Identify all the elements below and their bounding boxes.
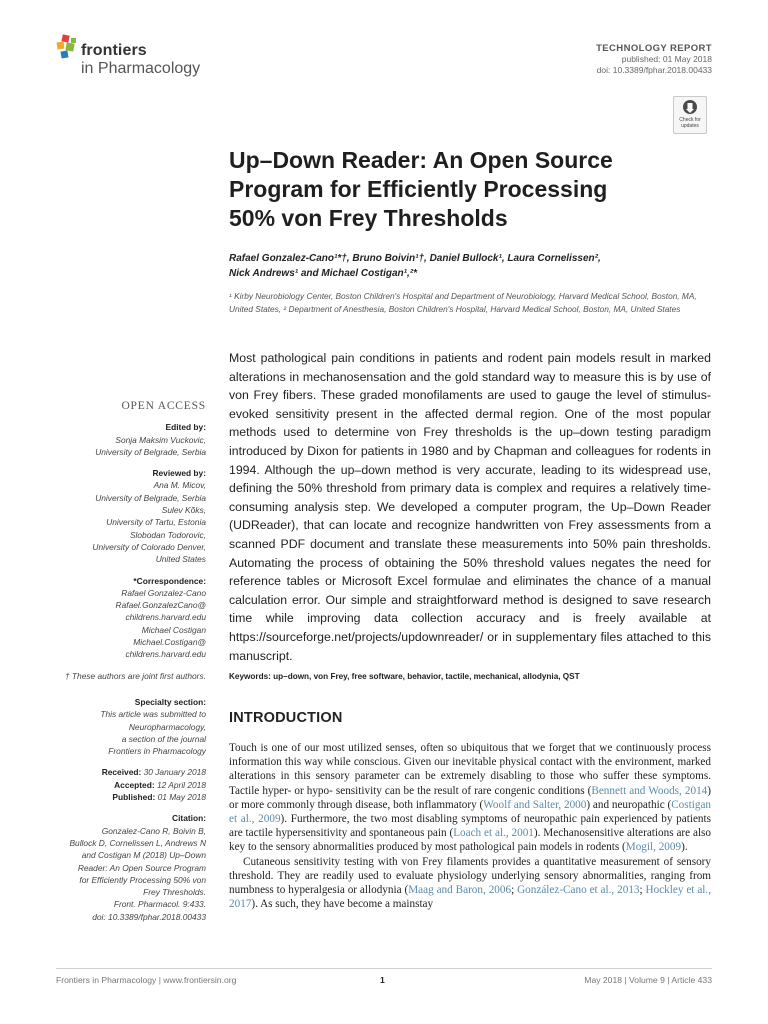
editor-line: Sonja Maksim Vuckovic, xyxy=(115,434,206,445)
correspondence-label: *Correspondence: xyxy=(133,575,206,586)
reviewer-line: Slobodan Todorovic, xyxy=(129,529,206,540)
dates-block xyxy=(46,766,206,803)
citation-link[interactable]: Costigan et al., 2009 xyxy=(229,798,711,826)
specialty-line: Neuropharmacology, xyxy=(128,721,206,732)
citation-link[interactable]: Maag and Baron, 2006 xyxy=(408,884,512,897)
body-text-run: ) or more commonly through disease, both inflammatory ( xyxy=(229,784,711,811)
editor-line: University of Belgrade, Serbia xyxy=(95,446,206,457)
body-paragraph xyxy=(229,855,711,912)
citation-line: and Costigan M (2018) Up–Down xyxy=(81,850,206,861)
body-paragraph xyxy=(229,741,711,855)
section-heading-introduction: INTRODUCTION xyxy=(229,710,343,726)
report-meta xyxy=(596,43,712,76)
body-text xyxy=(229,741,711,911)
citation-link[interactable]: Loach et al., 2001 xyxy=(453,827,534,840)
correspondence-line: Michael Costigan xyxy=(141,624,206,635)
citation-block xyxy=(46,812,206,923)
citation-link[interactable]: González-Cano et al., 2013 xyxy=(517,884,640,897)
published-date: published: 01 May 2018 xyxy=(621,54,712,64)
citation-line: Frey Thresholds. xyxy=(143,887,206,898)
correspondence-email[interactable]: childrens.harvard.edu xyxy=(125,612,206,623)
body-text-run: ). Furthermore, the two most disabling symptoms of neuropathic pain experienced by patients are tactile hypersensitivity and spontaneous pain ( xyxy=(229,813,711,840)
page-number: 1 xyxy=(380,975,385,985)
reviewed-by-label: Reviewed by: xyxy=(152,468,206,479)
open-access-label: OPEN ACCESS xyxy=(121,400,206,412)
title-line: 50% von Frey Thresholds xyxy=(229,205,508,231)
title-line: Program for Efficiently Processing xyxy=(229,176,608,202)
correspondence-email[interactable]: Rafael.GonzalezCano@ xyxy=(115,600,206,611)
body-text-run: ). As such, they have become a mainstay xyxy=(251,898,434,911)
author-list xyxy=(229,251,709,281)
check-updates-label: Check for updates xyxy=(679,117,701,129)
footer-journal-link[interactable]: Frontiers in Pharmacology | www.frontiersin.org xyxy=(56,975,237,985)
specialty-line: This article was submitted to xyxy=(100,709,206,720)
citation-line: Front. Pharmacol. 9:433. xyxy=(113,899,206,910)
reviewer-line: Sulev Kõks, xyxy=(161,505,206,516)
article-title xyxy=(229,146,699,233)
specialty-line: Frontiers in Pharmacology xyxy=(108,746,206,757)
body-text-run: ; xyxy=(639,884,646,897)
title-line: Up–Down Reader: An Open Source xyxy=(229,147,613,173)
citation-line: Gonzalez-Cano R, Boivin B, xyxy=(101,825,206,836)
citation-line: Bullock D, Cornelissen L, Andrews N xyxy=(69,837,206,848)
doi-link[interactable]: doi: 10.3389/fphar.2018.00433 xyxy=(596,65,712,75)
article-info-sidebar xyxy=(46,400,206,932)
authors-line: Nick Andrews¹ and Michael Costigan¹,²* xyxy=(229,268,417,279)
joint-first-note: † These authors are joint first authors. xyxy=(64,670,206,681)
citation-label: Citation: xyxy=(172,813,206,824)
received-row xyxy=(46,766,206,778)
specialty-label: Specialty section: xyxy=(134,696,206,707)
correspondence-line: Rafael Gonzalez-Cano xyxy=(121,587,206,598)
citation-link[interactable]: Bennett and Woods, 2014 xyxy=(591,784,708,797)
edited-by-label: Edited by: xyxy=(165,422,206,433)
footer-issue-info: May 2018 | Volume 9 | Article 433 xyxy=(584,975,712,985)
citation-link[interactable]: Mogil, 2009 xyxy=(625,841,682,854)
correspondence-block xyxy=(46,575,206,661)
report-type: TECHNOLOGY REPORT xyxy=(596,43,712,54)
journal-name: frontiers xyxy=(81,42,147,59)
published-label: Published: xyxy=(112,792,156,803)
reviewed-by-block xyxy=(46,467,206,565)
reviewer-line: United States xyxy=(155,554,206,565)
abstract: Most pathological pain conditions in patients and rodent pain models result in marked alterations in mechanosensation and the gold standard way to measure this is by use of von Frey fibers. These graded monofilaments are used to gauge the level of stimulus-evoked sensitivity present in the affected dermal region. One of the most popular methods used to determine von Frey thresholds is the up–down testing paradigm introduced by Dixon for patients in 1980 and by Chapman and colleagues for rodents in 1994. Although the up–down method is very accurate, leading to its widespread use, defining the 50% threshold from primary data is complex and requires a relatively time-consuming analysis step. We developed a computer program, the Up–Down Reader (UDReader), that can locate and recognize handwritten von Frey assessments from a scanned PDF document and translate these measurements into 50% pain thresholds. Automating the process of obtaining the 50% threshold values negates the need for reference tables or Microsoft Excel formulae and eliminates the chance of a manual calculation error. Our simple and straightforward method is designed to save research time while improving data collection accuracy and is freely available at https://sourceforge.net/projects/updownreader/ or in supplementary files attached to this manuscript. xyxy=(229,351,711,663)
reviewer-line: University of Colorado Denver, xyxy=(92,541,206,552)
body-text-run: ). xyxy=(681,841,688,854)
keywords: Keywords: up–down, von Frey, free software, behavior, tactile, mechanical, allodynia, QST xyxy=(229,672,580,681)
published-row xyxy=(46,791,206,803)
affiliations: ¹ Kirby Neurobiology Center, Boston Children's Hospital and Department of Neurobiology, Harvard Medical School, Boston, MA, United States, ² Department of Anesthesia, Boston Children's Hospital, Harvard Medical School, Boston, MA, United States xyxy=(229,291,697,314)
reviewer-line: University of Tartu, Estonia xyxy=(106,517,206,528)
edited-by-block xyxy=(46,421,206,458)
specialty-line: a section of the journal xyxy=(121,733,206,744)
body-text-run: Touch is one of our most utilized senses, often so ubiquitous that we forget that we continuously process information this way while conscious. Given our inevitable physical contact with the environment, marked alterations in this sensory parameter can be extremely disabling to those who suffer these symptoms. Tactile hyper- or hypo- sensitivity can be the result of rare congenic conditions ( xyxy=(229,742,711,797)
reviewer-line: University of Belgrade, Serbia xyxy=(95,492,206,503)
reviewer-line: Ana M. Micov, xyxy=(153,480,206,491)
journal-logo[interactable] xyxy=(56,34,256,84)
accepted-label: Accepted: xyxy=(114,779,155,790)
body-text-run: ; xyxy=(511,884,518,897)
received-date: 30 January 2018 xyxy=(143,767,206,778)
frontiers-logo-icon xyxy=(56,34,80,62)
received-label: Received: xyxy=(101,767,142,778)
correspondence-email[interactable]: childrens.harvard.edu xyxy=(125,649,206,660)
citation-link[interactable]: Hockley et al., 2017 xyxy=(229,884,711,911)
citation-line: for Efficiently Processing 50% von xyxy=(79,874,206,885)
citation-link[interactable]: Woolf and Salter, 2000 xyxy=(483,798,587,811)
check-for-updates-button[interactable] xyxy=(673,96,707,134)
body-text-run: ) and neuropathic ( xyxy=(586,798,672,811)
published-date-sidebar: 01 May 2018 xyxy=(157,792,206,803)
check-updates-icon xyxy=(674,97,706,117)
journal-subtitle: in Pharmacology xyxy=(81,60,201,77)
citation-line: Reader: An Open Source Program xyxy=(77,862,206,873)
footer-divider xyxy=(56,968,712,969)
accepted-date: 12 April 2018 xyxy=(156,779,206,790)
body-text-run: ). Mechanosensitive alterations are also key to the sensory abnormalities produced by most pathological pain models in rodents ( xyxy=(229,827,711,854)
accepted-row xyxy=(46,779,206,791)
body-text-run: Cutaneous sensitivity testing with von Frey filaments provides a quantitative measurement of sensory threshold. They are readily used to evaluate physiology underlying sensory abnormalities, ranging from numbness to hyperalgesia or allodynia ( xyxy=(229,855,711,897)
citation-doi[interactable]: doi: 10.3389/fphar.2018.00433 xyxy=(92,911,206,922)
authors-line: Rafael Gonzalez-Cano¹*†, Bruno Boivin¹†, Daniel Bullock¹, Laura Cornelissen², xyxy=(229,253,601,264)
specialty-block xyxy=(46,696,206,757)
correspondence-email[interactable]: Michael.Costigan@ xyxy=(133,637,206,648)
